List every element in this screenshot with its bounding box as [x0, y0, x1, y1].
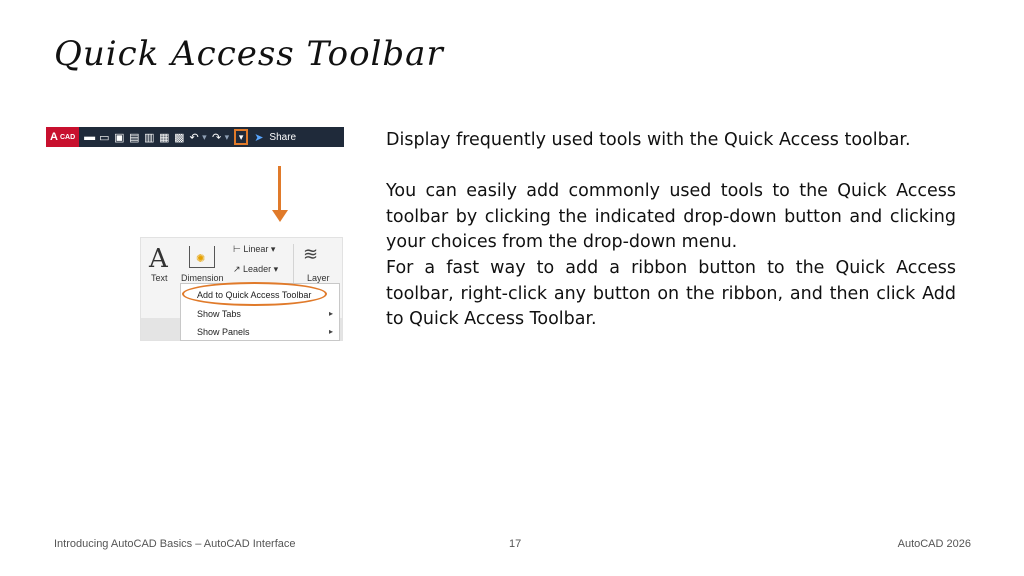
undo-dropdown-icon[interactable]: ▾ [202, 131, 207, 142]
customize-toolbar-dropdown-button[interactable] [234, 129, 248, 145]
chevron-right-icon: ▸ [328, 309, 333, 318]
new-icon[interactable]: ▬ [84, 131, 96, 143]
share-button[interactable]: Share [269, 131, 297, 143]
menu-item-show-tabs[interactable]: Show Tabs [197, 309, 241, 319]
redo-dropdown-icon[interactable]: ▾ [224, 131, 230, 142]
slide-title: Quick Access Toolbar [54, 34, 444, 74]
quick-access-toolbar [46, 127, 344, 147]
logo-letter: A [50, 131, 58, 143]
chevron-down-icon: ▾ [268, 244, 276, 254]
leader-label: Leader [243, 264, 272, 274]
dimension-tool-label[interactable]: Dimension [181, 273, 224, 283]
paragraph-intro: Display frequently used tools with the Quick Access toolbar. [386, 130, 911, 150]
menu-item-show-panels[interactable]: Show Panels [197, 327, 250, 337]
footer-course-title: Introducing AutoCAD Basics – AutoCAD Interface [54, 538, 296, 550]
chevron-right-icon: ▸ [328, 327, 333, 336]
slide-body [386, 128, 956, 333]
text-tool-icon[interactable]: A [149, 244, 168, 274]
save-as-icon[interactable]: ▤ [129, 131, 140, 144]
redo-icon[interactable]: ↷ [212, 131, 222, 144]
save-icon[interactable]: ▣ [114, 131, 125, 144]
linear-tool[interactable] [233, 244, 275, 255]
ribbon-separator [293, 244, 294, 284]
text-tool-label[interactable]: Text [151, 273, 168, 283]
chevron-down-icon: ▾ [271, 264, 279, 274]
publish-icon[interactable]: ▥ [144, 131, 155, 144]
footer-product: AutoCAD 2026 [897, 538, 971, 550]
menu-item-add-to-qat[interactable]: Add to Quick Access Toolbar [197, 290, 312, 300]
linear-icon: ⊢ [233, 244, 244, 254]
footer-page-number: 17 [509, 538, 522, 550]
plot-preview-icon[interactable]: ▦ [159, 131, 170, 144]
autocad-logo[interactable] [46, 127, 79, 147]
paragraph-dropdown-instructions: You can easily add commonly used tools to the Quick Access toolbar by clicking the indicated drop-down button and clicking your choices from the drop-down menu. [386, 181, 956, 253]
leader-tool[interactable] [233, 264, 278, 275]
dimension-star-icon: ✺ [196, 253, 206, 265]
pointer-arrow-shaft [278, 166, 281, 212]
undo-icon[interactable]: ↶ [189, 131, 199, 144]
logo-sub: CAD [59, 133, 76, 141]
leader-icon: ↗ [233, 264, 244, 274]
linear-label: Linear [243, 244, 269, 254]
pointer-arrow-head [272, 210, 288, 222]
highlight-oval [182, 282, 327, 306]
open-icon[interactable]: ▭ [99, 131, 110, 144]
share-icon[interactable]: ➤ [254, 131, 264, 144]
layer-icon[interactable]: ≋ [303, 244, 319, 264]
paragraph-right-click-instructions: For a fast way to add a ribbon button to the Quick Access toolbar, right-click any button on the ribbon, and then click Add to Quick Access Toolbar. [386, 257, 956, 330]
layer-label[interactable]: Layer [307, 273, 330, 283]
print-icon[interactable]: ▩ [174, 131, 185, 144]
chevron-down-icon: ▾ [238, 131, 244, 142]
